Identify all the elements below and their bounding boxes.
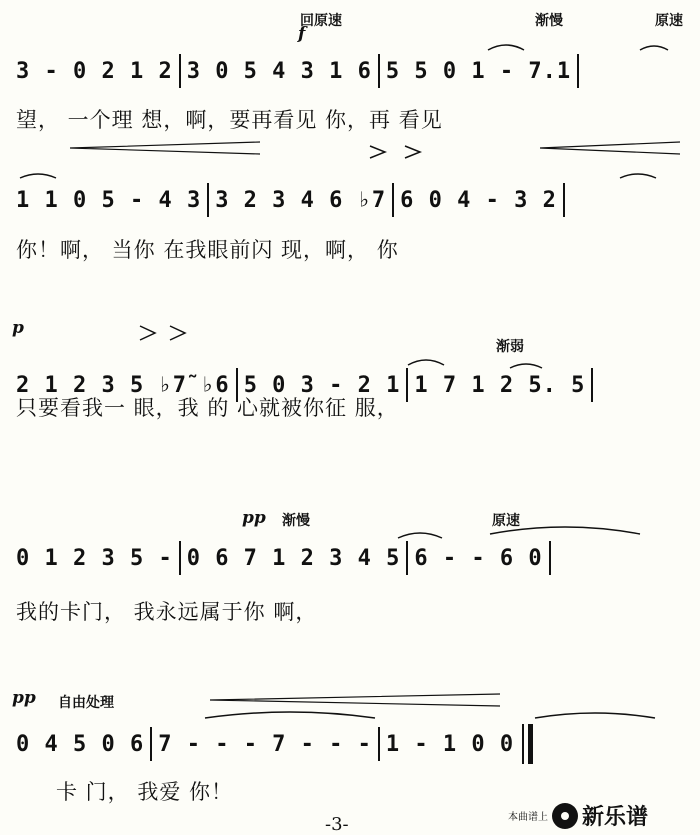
lyrics-line: 我的卡门， 我永远属于你 啊， [16, 600, 318, 624]
measure: 3 - 0 2 1 2 [16, 58, 173, 84]
lyrics-line: 卡 门， 我爱 你！ [56, 780, 234, 804]
measure: 1 - 1 0 0 [385, 731, 515, 757]
measure: 6 0 4 - 3 2 [400, 187, 557, 213]
performance-instruction: 自由处理 [58, 695, 114, 711]
vinyl-disc-icon [552, 803, 578, 829]
page-number: -3- [325, 814, 349, 835]
tempo-mark-return: 回原速 [300, 13, 342, 29]
site-watermark [508, 800, 648, 831]
lyrics-line: 你！啊， 当你 在我眼前闪 现，啊， 你 [16, 238, 399, 262]
final-barline [522, 724, 533, 764]
measure: 0 4 5 0 6 [16, 731, 145, 757]
dynamic-mark: p [12, 318, 24, 338]
measure: 3 2 3 4 6 ♭7 [215, 187, 387, 213]
tempo-mark-rit: 渐慢 [535, 13, 563, 29]
tempo-mark-dim: 渐弱 [496, 339, 524, 355]
measure: 5 0 3 - 2 1 [243, 372, 401, 398]
barline [150, 727, 152, 761]
measure: 0 6 7 1 2 3 4 5 [186, 545, 401, 571]
staff-line [16, 724, 533, 764]
brand-name: 新乐谱 [582, 805, 649, 830]
measure: 1 7 1 2 5. 5 [414, 372, 586, 398]
lyrics-line: 只要看我一 眼，我 的 心就被你征 服， [16, 396, 399, 420]
measure: 0 1 2 3 5 - [16, 545, 173, 571]
measure: 5 5 0 1 - 7.1 [385, 58, 572, 84]
measure: 2 1 2 3 5 ♭7̃ ♭6 [16, 372, 230, 398]
tempo-mark-a-tempo: 原速 [655, 13, 683, 29]
tempo-mark-rit: 渐慢 [282, 513, 310, 529]
measure: 1 1 0 5 - 4 3 [16, 187, 202, 213]
dynamic-mark: f [298, 24, 306, 44]
measure: 6 - - 6 0 [414, 545, 543, 571]
measure: 3 0 5 4 3 1 6 [186, 58, 372, 84]
measure: 7 - - - 7 - - - [158, 731, 372, 757]
lyrics-line: 望， 一个理 想，啊，要再看见 你，再 看见 [16, 108, 443, 132]
dynamic-mark: pp [242, 508, 266, 528]
tempo-mark-a-tempo: 原速 [492, 513, 520, 529]
source-label: 本曲谱上 [508, 812, 548, 823]
barline [378, 727, 380, 761]
dynamic-mark: pp [12, 688, 36, 708]
